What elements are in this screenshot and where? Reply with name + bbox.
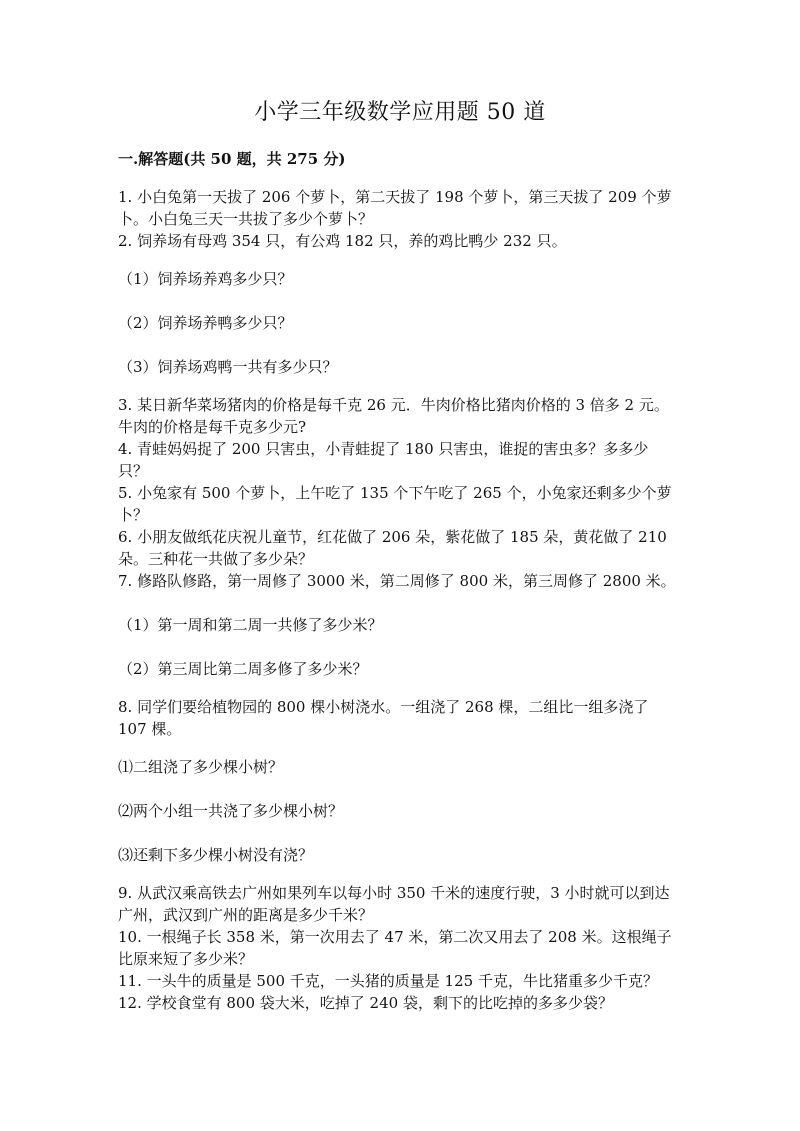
question-7-sub-1: （1）第一周和第二周一共修了多少米？ xyxy=(118,616,383,634)
question-3: 3. 某日新华菜场猪肉的价格是每千克 26 元．牛肉价格比猪肉价格的 3 倍多 2 元。牛肉的价格是每千克多少元? xyxy=(118,396,669,436)
question-2: 2. 饲养场有母鸡 354 只，有公鸡 182 只，养的鸡比鸭少 232 只。 xyxy=(118,232,567,250)
question-8-sub-3: ⑶还剩下多少棵小树没有浇？ xyxy=(118,846,314,864)
question-2-sub-2: （2）饲养场养鸭多少只？ xyxy=(118,314,293,332)
question-8-sub-1: ⑴二组浇了多少棵小树？ xyxy=(118,758,284,776)
question-11: 11. 一头牛的质量是 500 千克，一头猪的质量是 125 千克，牛比猪重多少千克？ xyxy=(118,972,658,990)
question-10: 10. 一根绳子长 358 米，第一次用去了 47 米，第二次又用去了 208 米。这根绳子比原来短了多少米？ xyxy=(118,928,672,968)
question-8-sub-2: ⑵两个小组一共浇了多少棵小树？ xyxy=(118,802,344,820)
question-1: 1. 小白兔第一天拔了 206 个萝卜，第二天拔了 198 个萝卜，第三天拔了 209 个萝卜。小白兔三天一共拔了多少个萝卜？ xyxy=(118,188,672,228)
question-5: 5. 小兔家有 500 个萝卜，上午吃了 135 个下午吃了 265 个，小兔家还剩多少个萝卜？ xyxy=(118,484,672,524)
section-heading: 一.解答题(共 50 题，共 275 分) xyxy=(118,150,346,168)
question-2-sub-1: （1）饲养场养鸡多少只？ xyxy=(118,270,293,288)
question-8: 8. 同学们要给植物园的 800 棵小树浇水。一组浇了 268 棵，二组比一组多浇了 107 棵。 xyxy=(118,698,649,738)
question-7-sub-2: （2）第三周比第二周多修了多少米？ xyxy=(118,660,368,678)
question-12: 12. 学校食堂有 800 袋大米，吃掉了 240 袋，剩下的比吃掉的多多少袋？ xyxy=(118,994,613,1012)
question-4: 4. 青蛙妈妈捉了 200 只害虫，小青蛙捉了 180 只害虫，谁捉的害虫多？多多少只？ xyxy=(118,440,649,480)
question-7: 7. 修路队修路，第一周修了 3000 米，第二周修了 800 米，第三周修了 2800 米。 xyxy=(118,572,676,590)
question-9: 9. 从武汉乘高铁去广州如果列车以每小时 350 千米的速度行驶，3 小时就可以到达广州，武汉到广州的距离是多少千米？ xyxy=(118,884,670,924)
question-2-sub-3: （3）饲养场鸡鸭一共有多少只？ xyxy=(118,358,338,376)
question-6: 6. 小朋友做纸花庆祝儿童节，红花做了 206 朵，紫花做了 185 朵，黄花做了 210 朵。三种花一共做了多少朵？ xyxy=(118,528,667,568)
page-title: 小学三年级数学应用题 50 道 xyxy=(254,100,546,125)
question-list xyxy=(118,186,678,1014)
